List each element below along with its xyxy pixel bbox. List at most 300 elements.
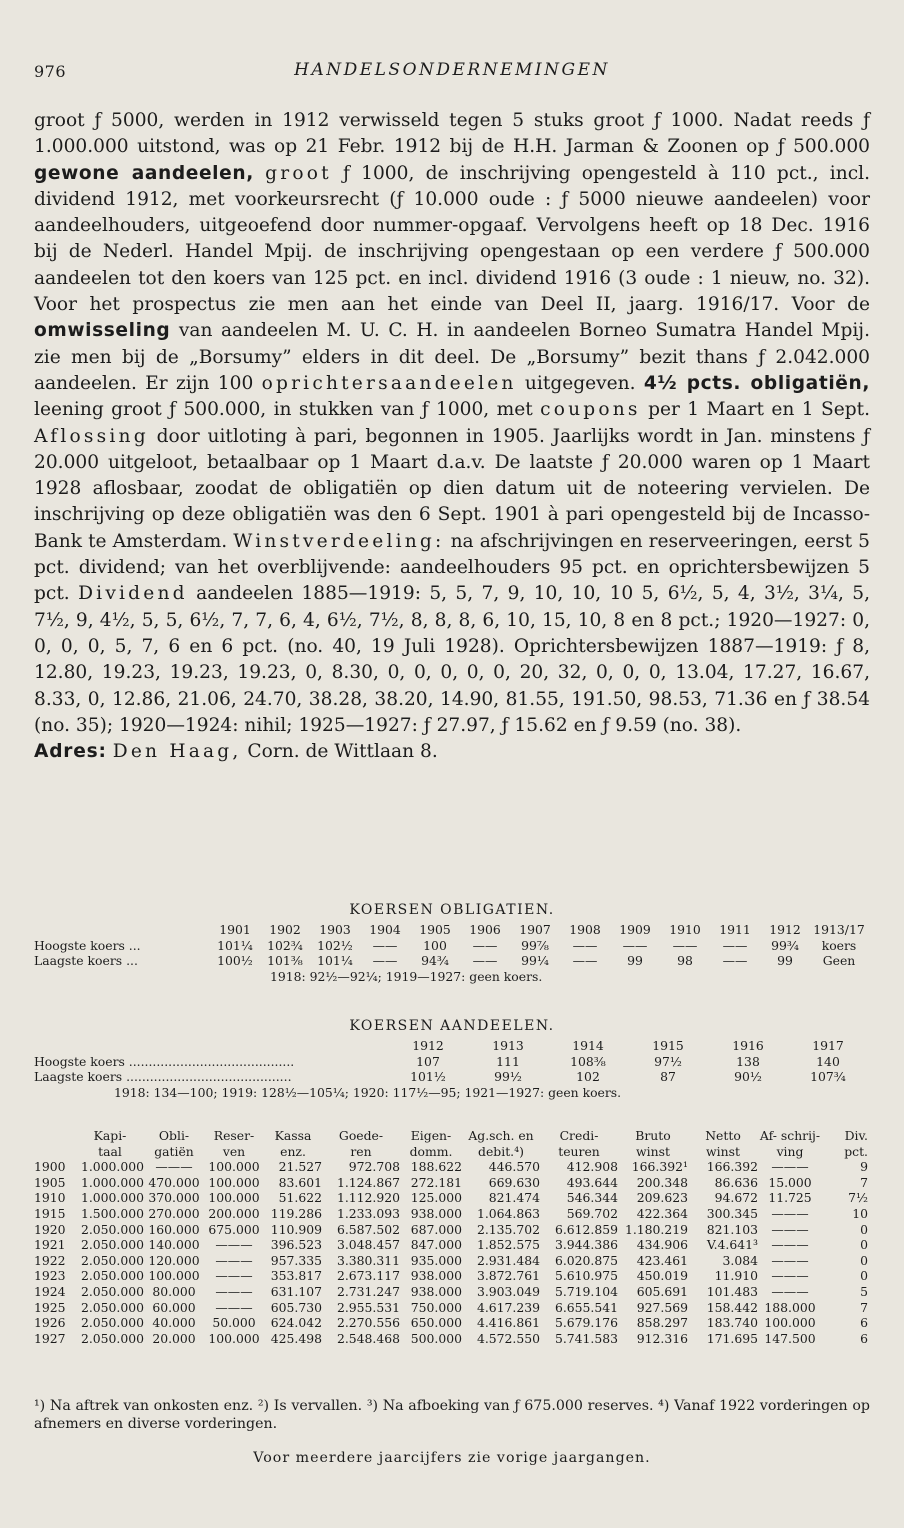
table-row — [34, 1300, 868, 1316]
table-cell: 1.852.575 — [476, 1237, 540, 1253]
table-cell: 6 — [860, 1330, 868, 1346]
table-cell: 3.084 — [722, 1252, 758, 1268]
table-cell: 412.908 — [566, 1159, 618, 1175]
financial-header-bottom — [34, 1144, 868, 1160]
table-cell: ——— — [771, 1237, 809, 1253]
table-cell: —— — [722, 937, 748, 953]
table-cell: 7 — [860, 1299, 868, 1315]
table-cell: Geen — [822, 953, 856, 969]
table-row — [34, 1175, 868, 1191]
table-cell: —— — [572, 953, 598, 969]
closing-note: Voor meerdere jaarcijfers zie vorige jaargangen. — [253, 1450, 651, 1466]
table-cell: 2.050.000 — [80, 1330, 144, 1346]
table-cell: 631.107 — [270, 1283, 322, 1299]
year-cell: 1913 — [492, 1038, 524, 1053]
table-row — [34, 938, 868, 954]
table-cell: 396.523 — [270, 1237, 322, 1253]
table-row — [34, 1069, 868, 1085]
table-cell: 7 — [860, 1174, 868, 1190]
year-cell: 1911 — [719, 922, 751, 937]
table-cell: ——— — [215, 1268, 253, 1284]
header-cell: Reser- — [213, 1128, 255, 1143]
table-cell: —— — [622, 937, 648, 953]
table-cell: 80.000 — [152, 1283, 196, 1299]
table-cell: ——— — [215, 1283, 253, 1299]
table-cell: 100½ — [217, 953, 253, 969]
table-row — [34, 953, 868, 969]
year-cell: 1913/17 — [813, 922, 865, 937]
year-cell: 1908 — [569, 922, 601, 937]
header-cell: Bruto — [635, 1128, 671, 1143]
table-cell: 0 — [860, 1252, 868, 1268]
table-cell: 3.944.386 — [554, 1237, 618, 1253]
row-year: 1920 — [34, 1221, 66, 1237]
row-label: Hoogste koers .......................................... — [34, 1053, 295, 1069]
table-cell: 353.817 — [270, 1268, 322, 1284]
table-cell: ——— — [771, 1159, 809, 1175]
text-segment: van aandeelen M. U. C. H. in aandeelen Borneo Sumatra Handel Mpij. zie men bij de „Borsumy” elders in dit deel. De „Borsumy” bezit thans ƒ 2.042.000 aandeelen. Er zijn 100 — [34, 320, 870, 394]
aandeelen-year-row — [34, 1038, 868, 1054]
table-cell: 2.050.000 — [80, 1252, 144, 1268]
table-cell: 425.498 — [270, 1330, 322, 1346]
year-cell: 1915 — [652, 1038, 684, 1053]
header-cell: Goede- — [338, 1128, 384, 1143]
table-cell: 1.064.863 — [476, 1205, 540, 1221]
table-cell: 100.000 — [208, 1174, 260, 1190]
year-cell: 1909 — [619, 922, 651, 937]
table-cell: 6.020.875 — [554, 1252, 618, 1268]
table-cell: 11.725 — [768, 1190, 812, 1206]
table-cell: ——— — [215, 1299, 253, 1315]
spaced-aflossing: Aflossing — [34, 425, 149, 447]
table-cell: 938.000 — [410, 1205, 462, 1221]
table-cell: 209.623 — [636, 1190, 688, 1206]
financial-header-top — [34, 1128, 868, 1144]
table-cell: 2.050.000 — [80, 1283, 144, 1299]
table-cell: ——— — [771, 1268, 809, 1284]
table-cell: 99 — [627, 953, 643, 969]
row-label: Laagste koers ... — [34, 953, 138, 969]
year-cell: 1914 — [572, 1038, 604, 1053]
table-cell: 100.000 — [148, 1268, 200, 1284]
table-row — [34, 1159, 868, 1175]
table-cell: 110.909 — [270, 1221, 322, 1237]
header-cell: ving — [776, 1143, 804, 1159]
table-cell: 188.000 — [764, 1299, 816, 1315]
table-cell: 160.000 — [148, 1221, 200, 1237]
table-cell: 493.644 — [566, 1174, 618, 1190]
row-year: 1921 — [34, 1237, 66, 1253]
table-cell: 158.442 — [706, 1299, 758, 1315]
header-cell: ren — [350, 1143, 372, 1159]
header-cell: ven — [222, 1143, 246, 1159]
table-cell: 2.050.000 — [80, 1237, 144, 1253]
table-cell: ——— — [155, 1159, 193, 1175]
table-cell: 650.000 — [410, 1315, 462, 1331]
table-cell: 147.500 — [764, 1330, 816, 1346]
table-cell: 100.000 — [208, 1159, 260, 1175]
table-cell: 450.019 — [636, 1268, 688, 1284]
header-cell: Ag.sch. en — [468, 1128, 534, 1143]
table-cell: 272.181 — [410, 1174, 462, 1190]
table-cell: 2.731.247 — [336, 1283, 400, 1299]
table-cell: 5.719.104 — [554, 1283, 618, 1299]
table-cell: 9 — [860, 1159, 868, 1175]
header-cell: Af- schrij- — [759, 1128, 821, 1143]
header-cell: winst — [706, 1143, 740, 1159]
address-street: Corn. de Wittlaan 8. — [241, 741, 438, 763]
table-cell: 1.233.093 — [336, 1205, 400, 1221]
table-cell: —— — [572, 937, 598, 953]
obligaties-title: KOERSEN OBLIGATIEN. — [349, 902, 555, 918]
text-segment: na afschrijvingen en reserveeringen, eerst 5 pct. dividend; van het overblijvende: aandeelhouders 95 pct. en oprichtersbewijzen 5 pct. — [34, 530, 870, 605]
table-cell: 0 — [860, 1237, 868, 1253]
table-cell: 7½ — [848, 1190, 868, 1206]
table-cell: 675.000 — [208, 1221, 260, 1237]
table-cell: —— — [672, 937, 698, 953]
table-cell: 140.000 — [148, 1237, 200, 1253]
table-cell: 546.344 — [566, 1190, 618, 1206]
table-cell: 101¼ — [317, 953, 353, 969]
table-cell: 140 — [816, 1053, 840, 1069]
table-cell: 605.730 — [270, 1299, 322, 1315]
header-cell: enz. — [280, 1143, 306, 1159]
table-cell: ——— — [771, 1205, 809, 1221]
year-cell: 1905 — [419, 922, 451, 937]
table-row — [34, 1284, 868, 1300]
table-cell: 750.000 — [410, 1299, 462, 1315]
table-cell: 500.000 — [410, 1330, 462, 1346]
text-segment: leening groot ƒ 500.000, in stukken van ƒ 1000, met — [34, 399, 541, 421]
obligaties-footer: 1918: 92½—92¼; 1919—1927: geen koers. — [270, 968, 543, 984]
row-year: 1900 — [34, 1159, 66, 1175]
text-segment — [254, 163, 265, 184]
table-cell: 4.416.861 — [476, 1315, 540, 1331]
year-cell: 1901 — [219, 922, 251, 937]
table-cell: 2.050.000 — [80, 1268, 144, 1284]
table-cell: 370.000 — [148, 1190, 200, 1206]
table-cell: 99⅞ — [521, 937, 549, 953]
table-cell: 20.000 — [152, 1330, 196, 1346]
header-cell: gatiën — [154, 1143, 194, 1159]
table-cell: 1.000.000 — [80, 1174, 144, 1190]
table-cell: 938.000 — [410, 1283, 462, 1299]
address-city: Den Haag, — [112, 741, 242, 763]
table-cell: 434.906 — [636, 1237, 688, 1253]
header-cell: winst — [636, 1143, 670, 1159]
table-row — [34, 1222, 868, 1238]
header-cell: Kapi- — [93, 1128, 127, 1143]
aandeelen-table — [34, 1038, 868, 1100]
table-cell: 94.672 — [714, 1190, 758, 1206]
table-cell: 102¾ — [267, 937, 303, 953]
spaced-dividend: Dividend — [78, 583, 188, 605]
table-cell: 470.000 — [148, 1174, 200, 1190]
header-cell: Obli- — [158, 1128, 190, 1143]
table-cell: 2.135.702 — [476, 1221, 540, 1237]
spaced-coupons: coupons — [540, 399, 641, 421]
table-cell: 957.335 — [270, 1252, 322, 1268]
spaced-oprichtersaandeelen: oprichtersaandeelen — [261, 372, 517, 394]
table-cell: 2.548.468 — [336, 1330, 400, 1346]
table-cell: ——— — [771, 1283, 809, 1299]
table-cell: 60.000 — [152, 1299, 196, 1315]
table-cell: 687.000 — [410, 1221, 462, 1237]
table-row — [34, 969, 868, 985]
header-cell — [34, 1144, 76, 1160]
table-cell: 40.000 — [152, 1315, 196, 1331]
row-year: 1910 — [34, 1190, 66, 1206]
year-cell: 1917 — [812, 1038, 844, 1053]
table-cell: 938.000 — [410, 1268, 462, 1284]
table-cell: 935.000 — [410, 1252, 462, 1268]
header-cell: debit.⁴) — [478, 1143, 524, 1159]
table-cell: 605.691 — [636, 1283, 688, 1299]
table-cell: 6 — [860, 1315, 868, 1331]
table-row — [34, 1054, 868, 1070]
text-segment: uitgegeven. — [516, 372, 644, 394]
year-cell: 1912 — [769, 922, 801, 937]
table-cell: 90½ — [734, 1069, 762, 1085]
table-cell: 107 — [416, 1053, 440, 1069]
table-cell: 138 — [736, 1053, 760, 1069]
aandeelen-title: KOERSEN AANDEELEN. — [349, 1018, 555, 1034]
page-number: 976 — [34, 62, 67, 81]
table-cell: 3.380.311 — [336, 1252, 400, 1268]
table-cell: 5 — [860, 1283, 868, 1299]
header-cell: Netto — [705, 1128, 741, 1143]
table-cell: 422.364 — [636, 1205, 688, 1221]
table-cell: 99½ — [494, 1069, 522, 1085]
address-label: Adres: — [34, 741, 107, 763]
table-cell: —— — [372, 953, 398, 969]
table-cell: 11.910 — [714, 1268, 758, 1284]
year-cell: 1916 — [732, 1038, 764, 1053]
year-cell: 1906 — [469, 922, 501, 937]
header-cell: Kassa — [274, 1128, 312, 1143]
table-cell: 100.000 — [208, 1330, 260, 1346]
text-segment: per 1 Maart en 1 Sept. — [640, 399, 870, 421]
spaced-winstverdeeling: Winstverdeeling: — [233, 530, 445, 552]
row-label: Hoogste koers ... — [34, 937, 141, 953]
table-cell: 83.601 — [278, 1174, 322, 1190]
table-cell: 6.587.502 — [336, 1221, 400, 1237]
table-cell: 972.708 — [348, 1159, 400, 1175]
table-cell: 102½ — [317, 937, 353, 953]
row-year: 1925 — [34, 1299, 66, 1315]
table-cell: 3.872.761 — [476, 1268, 540, 1284]
header-cell: taal — [98, 1143, 122, 1159]
row-year: 1905 — [34, 1174, 66, 1190]
table-cell: 270.000 — [148, 1205, 200, 1221]
table-cell: 1.112.920 — [336, 1190, 400, 1206]
table-cell: 858.297 — [636, 1315, 688, 1331]
text-segment: groot ƒ 5000, werden in 1912 verwisseld tegen 5 stuks groot ƒ 1000. Nadat reeds ƒ 1.000.000 uitstond, was op 21 Febr. 1912 bij de H.H. Jarman & Zoonen op ƒ 500.000 — [34, 110, 870, 158]
table-cell: 183.740 — [706, 1315, 758, 1331]
text-segment: aandeelen 1885—1919: 5, 5, 7, 9, 10, 10, 10 5, 6½, 5, 4, 3½, 3¼, 5, 7½, 9, 4½, 5, 5, 6½, 7, 7, 6, 4, 6½, 7½, 8, 8, 8, 6, 10, 15, 10, 8 en 8 pct.; 1920—1927: 0, 0, 0, 0, 5, 7, 6 en 6 pct. (no. 40, 19 Juli 1928). Oprichtersbewijzen 1887—1919: ƒ 8, 12.80, 19.23, 19.23, 19.23, 0, 8.30, 0, 0, 0, 0, 0, 20, 32, 0, 0, 0, 13.04, 17.27, 16.67, 8.33, 0, 12.86, 21.06, 24.70, 38.28, 38.20, 14.90, 81.55, 191.50, 98.53, 71.36 en ƒ 38.54 (no. 35); 1920—1924: nihil; 1925—1927: ƒ 27.97, ƒ 15.62 en ƒ 9.59 (no. 38). — [34, 583, 870, 736]
table-cell: 4.572.550 — [476, 1330, 540, 1346]
year-cell: 1903 — [319, 922, 351, 937]
table-cell: 1.180.219 — [624, 1221, 688, 1237]
table-cell: 102 — [576, 1069, 600, 1085]
table-cell: 125.000 — [410, 1190, 462, 1206]
table-row — [34, 1315, 868, 1331]
table-cell: 624.042 — [270, 1315, 322, 1331]
table-cell: 669.630 — [488, 1174, 540, 1190]
table-cell: 423.461 — [636, 1252, 688, 1268]
table-cell: 200.000 — [208, 1205, 260, 1221]
table-cell: 3.903.049 — [476, 1283, 540, 1299]
header-cell: Div. — [844, 1128, 868, 1143]
financial-table — [34, 1128, 868, 1346]
table-cell: 2.050.000 — [80, 1299, 144, 1315]
year-cell: 1902 — [269, 922, 301, 937]
table-cell: 2.955.531 — [336, 1299, 400, 1315]
obligaties-table — [34, 922, 868, 984]
table-row — [34, 1190, 868, 1206]
table-cell: 1.500.000 — [80, 1205, 144, 1221]
table-cell: 0 — [860, 1268, 868, 1284]
table-cell: 847.000 — [410, 1237, 462, 1253]
table-cell: 108⅜ — [570, 1053, 606, 1069]
table-cell: 86.636 — [714, 1174, 758, 1190]
table-cell: 50.000 — [212, 1315, 256, 1331]
table-cell: 99¾ — [771, 937, 799, 953]
table-cell: 166.392 — [706, 1159, 758, 1175]
row-label-text: Laagste koers — [34, 1069, 123, 1085]
table-cell: 15.000 — [768, 1174, 812, 1190]
row-year: 1922 — [34, 1252, 66, 1268]
year-cell: 1907 — [519, 922, 551, 937]
table-row — [34, 1253, 868, 1269]
header-cell: pct. — [844, 1143, 868, 1159]
table-cell: 2.270.556 — [336, 1315, 400, 1331]
table-cell: 87 — [660, 1069, 676, 1085]
table-cell: ——— — [215, 1252, 253, 1268]
row-label-text: Hoogste koers — [34, 1053, 125, 1069]
row-label: Laagste koers .......................................... — [34, 1069, 292, 1085]
aandeelen-footer: 1918: 134—100; 1919: 128½—105¼; 1920: 117½—95; 1921—1927: geen koers. — [114, 1084, 622, 1100]
table-cell: 166.392¹ — [631, 1159, 688, 1175]
table-cell: 101¼ — [217, 937, 253, 953]
table-cell: 100.000 — [208, 1190, 260, 1206]
table-cell: 111 — [496, 1053, 520, 1069]
table-row — [34, 1085, 868, 1101]
table-cell: —— — [472, 953, 498, 969]
table-cell: 1.000.000 — [80, 1159, 144, 1175]
row-year: 1926 — [34, 1315, 66, 1331]
table-cell: 2.050.000 — [80, 1221, 144, 1237]
table-cell: 101½ — [410, 1069, 446, 1085]
table-cell: 188.622 — [410, 1159, 462, 1175]
text-segment: door uitloting à pari, begonnen in 1905. Jaarlijks wordt in Jan. minstens ƒ 20.000 uitgeloot, betaalbaar op 1 Maart d.a.v. De laatste ƒ 20.000 waren op 1 Maart 1928 aflosbaar, zoodat de obligatiën op dien datum uit de noteering vervielen. De inschrijving op deze obligatiën was den 6 Sept. 1901 à pari opengesteld bij de Incasso-Bank te Amsterdam. — [34, 425, 870, 552]
table-cell: 171.695 — [706, 1330, 758, 1346]
table-cell: 101⅜ — [267, 953, 303, 969]
header-cell: teuren — [558, 1143, 600, 1159]
row-year: 1915 — [34, 1205, 66, 1221]
table-cell: 2.050.000 — [80, 1315, 144, 1331]
table-cell: —— — [722, 953, 748, 969]
table-cell: 0 — [860, 1221, 868, 1237]
table-cell: 99¼ — [521, 953, 549, 969]
heading-gewone-aandeelen: gewone aandeelen, — [34, 162, 254, 184]
table-cell: 2.931.484 — [476, 1252, 540, 1268]
header-cell — [34, 1128, 76, 1144]
table-cell: 100 — [423, 937, 447, 953]
table-row — [34, 1237, 868, 1253]
running-title: HANDELSONDERNEMINGEN — [294, 60, 610, 80]
table-cell: 6.612.859 — [554, 1221, 618, 1237]
table-cell: 99 — [777, 953, 793, 969]
table-cell: 446.570 — [488, 1159, 540, 1175]
table-cell: 1.000.000 — [80, 1190, 144, 1206]
year-cell: 1904 — [369, 922, 401, 937]
table-cell: 101.483 — [706, 1283, 758, 1299]
table-cell: 5.741.583 — [554, 1330, 618, 1346]
table-cell: koers — [821, 937, 857, 953]
year-cell: 1912 — [412, 1038, 444, 1053]
table-cell: 120.000 — [148, 1252, 200, 1268]
row-year: 1923 — [34, 1268, 66, 1284]
table-cell: 6.655.541 — [554, 1299, 618, 1315]
table-cell: 100.000 — [764, 1315, 816, 1331]
table-cell: 98 — [677, 953, 693, 969]
table-cell: 4.617.239 — [476, 1299, 540, 1315]
table-cell: 300.345 — [706, 1205, 758, 1221]
obligaties-year-row — [34, 922, 868, 938]
main-paragraph — [34, 108, 870, 739]
row-year: 1927 — [34, 1330, 66, 1346]
header-cell: Eigen- — [410, 1128, 452, 1143]
header-cell: domm. — [409, 1143, 453, 1159]
table-cell: 821.103 — [706, 1221, 758, 1237]
table-cell: 1.124.867 — [336, 1174, 400, 1190]
table-cell: 119.286 — [270, 1205, 322, 1221]
table-cell: 94¾ — [421, 953, 449, 969]
table-cell: 3.048.457 — [336, 1237, 400, 1253]
table-cell: —— — [472, 937, 498, 953]
table-cell: ——— — [771, 1252, 809, 1268]
table-cell: —— — [372, 937, 398, 953]
table-cell: ——— — [771, 1221, 809, 1237]
table-cell: 5.610.975 — [554, 1268, 618, 1284]
address-line — [34, 739, 870, 765]
table-cell: 107¾ — [810, 1069, 846, 1085]
table-cell: 912.316 — [636, 1330, 688, 1346]
table-row — [34, 1206, 868, 1222]
table-cell: V.4.641³ — [706, 1237, 758, 1253]
table-cell: 21.527 — [278, 1159, 322, 1175]
footnotes: ¹) Na aftrek van onkosten enz. ²) Is vervallen. ³) Na afboeking van ƒ 675.000 reserves. ⁴) Vanaf 1922 vorderingen op afnemers en diverse vorderingen. — [34, 1398, 870, 1432]
heading-omwisseling: omwisseling — [34, 320, 171, 342]
table-cell: 51.622 — [278, 1190, 322, 1206]
row-year: 1924 — [34, 1283, 66, 1299]
table-cell: 97½ — [654, 1053, 682, 1069]
table-cell: 2.673.117 — [336, 1268, 400, 1284]
table-cell: 821.474 — [488, 1190, 540, 1206]
table-cell: 5.679.176 — [554, 1315, 618, 1331]
table-cell: ——— — [215, 1237, 253, 1253]
body-text — [34, 108, 870, 765]
header-cell: Credi- — [559, 1128, 599, 1143]
financial-body — [34, 1159, 868, 1346]
table-cell: 569.702 — [566, 1205, 618, 1221]
heading-obligatien: 4½ pcts. obligatiën, — [643, 372, 870, 394]
table-row — [34, 1331, 868, 1347]
table-cell: 200.348 — [636, 1174, 688, 1190]
year-cell: 1910 — [669, 922, 701, 937]
table-cell: 10 — [852, 1205, 868, 1221]
